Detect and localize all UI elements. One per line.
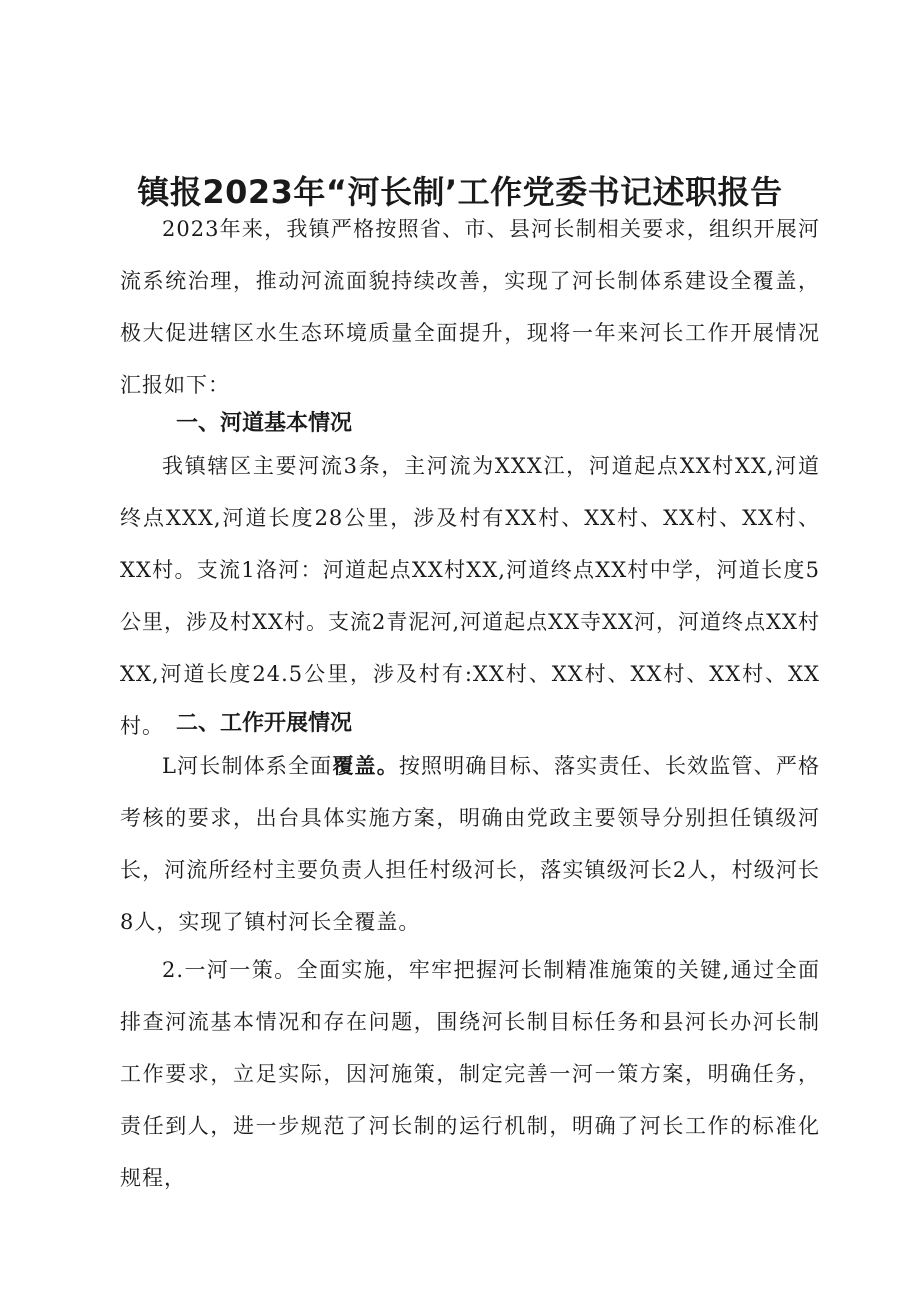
item1-emphasis: 覆盖。 [332,754,399,778]
section2-item1-paragraph [120,740,820,948]
document-title: 镇报2023年“河长制’工作党委书记述职报告 [137,173,783,211]
section1-paragraph: 我镇辖区主要河流3条，主河流为XXX江，河道起点XX村XX,河道终点XXX,河道长度28公里，涉及村有XX村、XX村、XX村、XX村、XX村。支流1洛河：河道起点XX村XX,河道终点XX村中学，河道长度5公里，涉及村XX村。支流2青泥河,河道起点XX寺XX河，河道终点XX村XX,河道长度24.5公里，涉及村有:XX村、XX村、XX村、XX村、XX村。 [120,454,820,738]
section1-heading: 一、河道基本情况 [176,411,353,436]
section2-heading: 二、工作开展情况 [176,711,353,736]
item1-lead: L河长制体系全面 [162,754,333,778]
section2-item2-paragraph: 2.一河一策。全面实施，牢牢把握河长制精准施策的关键,通过全面排查河流基本情况和存在问题，围绕河长制目标任务和县河长办河长制工作要求，立足实际，因河施策，制定完善一河一策方案，明确任务，责任到人，进一步规范了河长制的运行机制，明确了河长工作的标准化规程， [120,958,820,1190]
item1-text: 按照明确目标、落实责任、长效监管、严格考核的要求，出台具体实施方案，明确由党政主要领导分别担任镇级河长，河流所经村主要负责人担任村级河长，落实镇级河长2人，村级河长8人，实现了镇村河长全覆盖。 [120,754,821,934]
intro-paragraph: 2023年来，我镇严格按照省、市、县河长制相关要求，组织开展河流系统治理，推动河流面貌持续改善，实现了河长制体系建设全覆盖，极大促进辖区水生态环境质量全面提升，现将一年来河长工作开展情况汇报如下： [120,217,820,397]
